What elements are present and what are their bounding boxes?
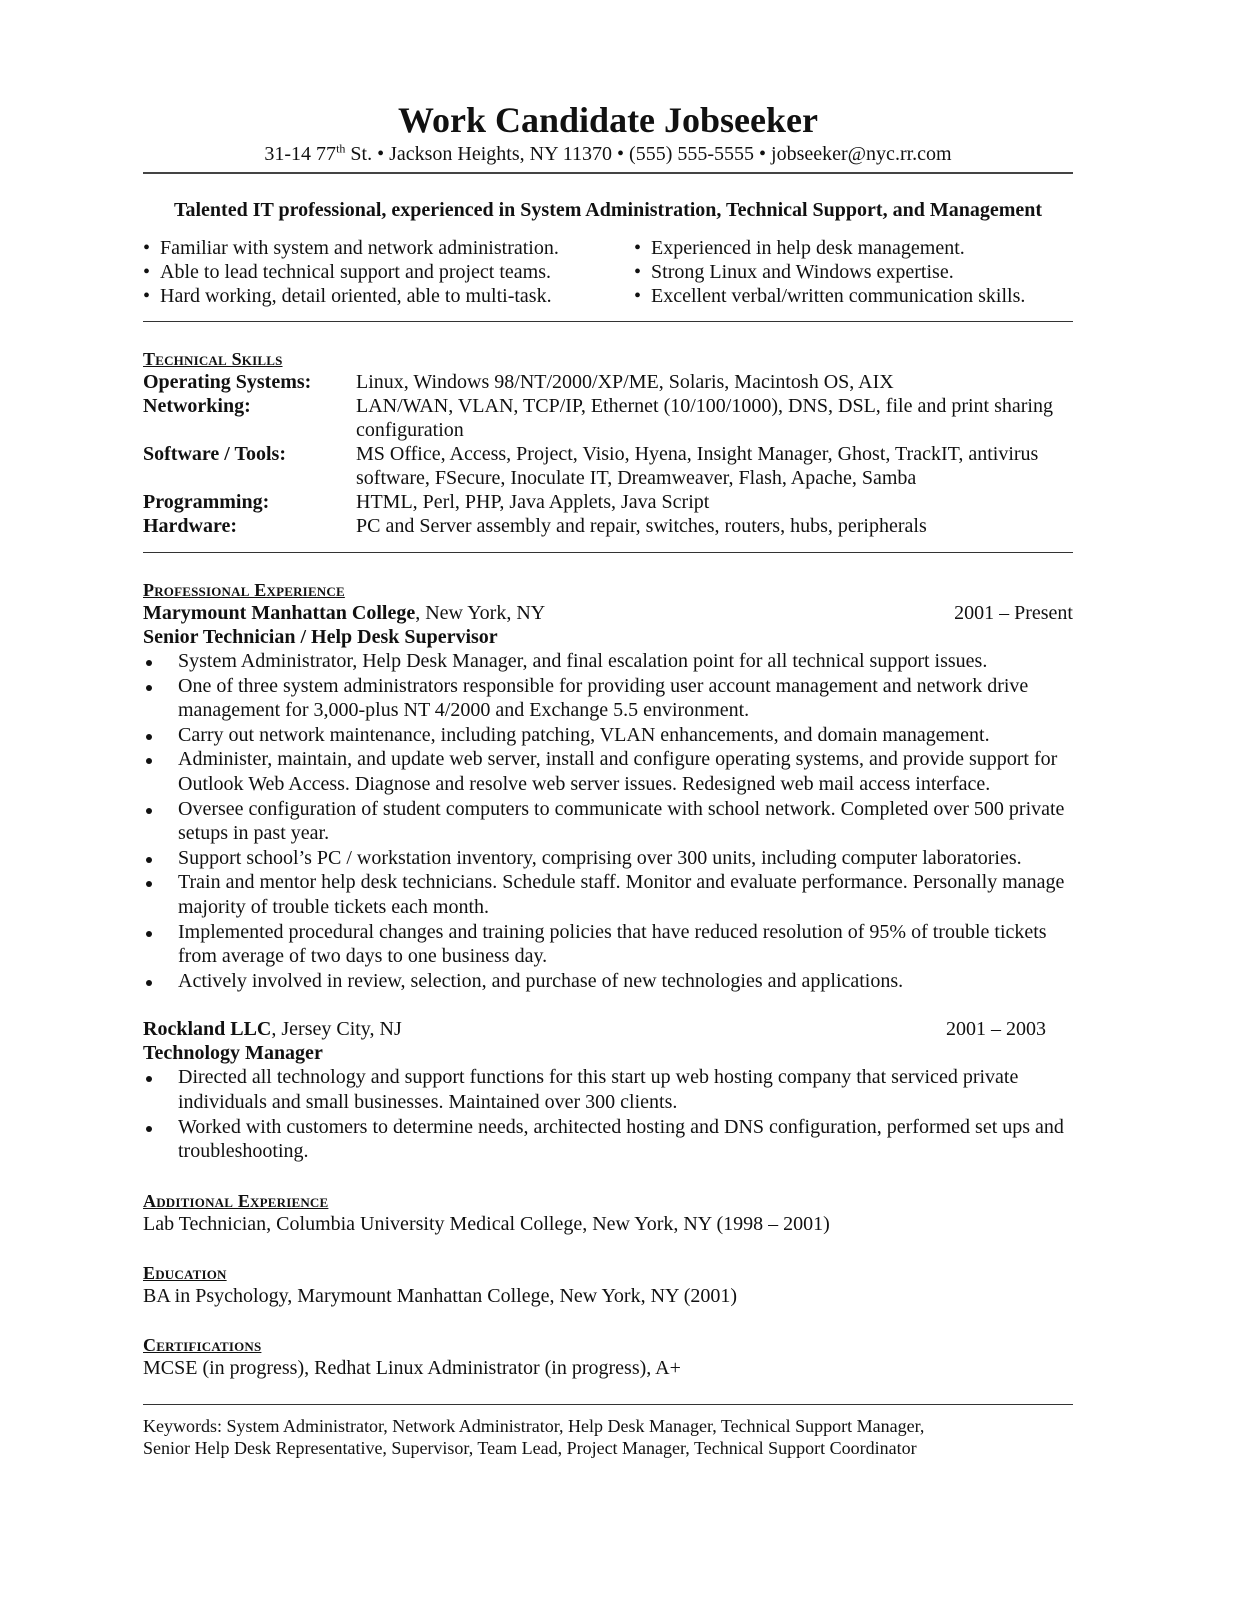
job-header bbox=[143, 601, 1073, 625]
experience-section-title: Professional Experience bbox=[143, 580, 345, 600]
education-section-title: Education bbox=[143, 1262, 227, 1283]
skill-value: Linux, Windows 98/NT/2000/XP/ME, Solaris, Macintosh OS, AIX bbox=[356, 371, 894, 393]
header-divider bbox=[143, 172, 1073, 174]
skill-label: Programming: bbox=[143, 491, 270, 513]
education-text: BA in Psychology, Marymount Manhattan College, New York, NY (2001) bbox=[143, 1284, 738, 1307]
job-bullet: Actively involved in review, selection, and purchase of new technologies and applications. bbox=[143, 969, 1073, 994]
summary-item: • Hard working, detail oriented, able to multi-task. bbox=[143, 284, 634, 308]
job-employer bbox=[143, 601, 545, 625]
job-header bbox=[143, 1017, 1073, 1041]
job-bullet: Directed all technology and support functions for this start up web hosting company that serviced private individuals and small businesses. Maintained over 300 clients. bbox=[143, 1065, 1073, 1114]
skill-value: LAN/WAN, VLAN, TCP/IP, Ethernet (10/100/1000), DNS, DSL, file and print sharing configuration bbox=[356, 395, 1053, 441]
job-bullet: One of three system administrators responsible for providing user account management and network drive management for 3,000-plus NT 4/2000 and Exchange 5.5 environment. bbox=[143, 674, 1073, 723]
job-bullet: Administer, maintain, and update web server, install and configure operating systems, and provide support for Outlook Web Access. Diagnose and resolve web server issues. Redesigned web mail access interface. bbox=[143, 747, 1073, 796]
keywords-block bbox=[143, 1415, 1073, 1459]
certifications-section-title: Certifications bbox=[143, 1334, 262, 1355]
job-dates: 2001 – 2003 bbox=[946, 1018, 1046, 1041]
skill-value: PC and Server assembly and repair, switches, routers, hubs, peripherals bbox=[356, 515, 927, 537]
keywords-line: Keywords: System Administrator, Network Administrator, Help Desk Manager, Technical Support Manager, bbox=[143, 1415, 925, 1436]
job-title: Technology Manager bbox=[143, 1042, 323, 1065]
job-location: , Jersey City, NJ bbox=[271, 1018, 402, 1041]
job-org: Rockland LLC bbox=[143, 1018, 272, 1041]
job-bullets bbox=[143, 649, 1073, 993]
skill-label: Networking: bbox=[143, 395, 251, 417]
skill-value: HTML, Perl, PHP, Java Applets, Java Script bbox=[356, 491, 710, 513]
job-title: Senior Technician / Help Desk Supervisor bbox=[143, 626, 498, 648]
job-dates: 2001 – Present bbox=[954, 602, 1073, 624]
keywords-line: Senior Help Desk Representative, Supervisor, Team Lead, Project Manager, Technical Support Coordinator bbox=[143, 1437, 917, 1458]
candidate-name: Work Candidate Jobseeker bbox=[397, 100, 818, 140]
skill-value: MS Office, Access, Project, Visio, Hyena, Insight Manager, Ghost, TrackIT, antivirus software, FSecure, Inoculate IT, Dreamweaver, Flash, Apache, Samba bbox=[356, 443, 1039, 489]
job-employer bbox=[143, 1017, 402, 1041]
certifications-text: MCSE (in progress), Redhat Linux Administrator (in progress), A+ bbox=[143, 1356, 681, 1379]
address-street-number: 31-14 77 bbox=[264, 143, 337, 165]
skills-divider bbox=[143, 552, 1073, 553]
resume-page bbox=[143, 98, 1073, 1459]
job-bullet: Implemented procedural changes and training policies that have reduced resolution of 95% of trouble tickets from average of two days to one business day. bbox=[143, 920, 1073, 969]
skill-row bbox=[143, 442, 1073, 490]
address-and-contact: St. • Jackson Heights, NY 11370 • (555) 555-5555 • jobseeker@nyc.rr.com bbox=[345, 143, 952, 165]
skill-label: Hardware: bbox=[143, 515, 238, 537]
address-ordinal-suffix: th bbox=[336, 141, 346, 156]
job-bullet: Oversee configuration of student computers to communicate with school network. Completed over 500 private setups in past year. bbox=[143, 797, 1073, 846]
skill-label: Software / Tools: bbox=[143, 443, 286, 465]
skill-row bbox=[143, 370, 1073, 394]
additional-text: Lab Technician, Columbia University Medical College, New York, NY (1998 – 2001) bbox=[143, 1212, 830, 1235]
skills-table bbox=[143, 370, 1073, 538]
keywords-divider bbox=[143, 1404, 1073, 1405]
summary-right-column bbox=[634, 236, 1025, 308]
job-bullet: Support school’s PC / workstation inventory, comprising over 300 units, including computer laboratories. bbox=[143, 846, 1073, 871]
summary-item: • Experienced in help desk management. bbox=[634, 236, 1025, 260]
job-bullet: Worked with customers to determine needs, architected hosting and DNS configuration, performed set ups and troubleshooting. bbox=[143, 1115, 1073, 1164]
skill-row bbox=[143, 514, 1073, 538]
contact-line bbox=[143, 142, 1073, 166]
summary-divider bbox=[143, 321, 1073, 322]
job-location: , New York, NY bbox=[415, 602, 546, 624]
summary-item: • Excellent verbal/written communication skills. bbox=[634, 284, 1025, 308]
job-bullet: Train and mentor help desk technicians. Schedule staff. Monitor and evaluate performance. Personally manage majority of trouble tickets each month. bbox=[143, 870, 1073, 919]
job-bullet: Carry out network maintenance, including patching, VLAN enhancements, and domain management. bbox=[143, 723, 1073, 748]
skill-label: Operating Systems: bbox=[143, 371, 312, 393]
summary-item: • Familiar with system and network administration. bbox=[143, 236, 634, 260]
summary-item: • Able to lead technical support and project teams. bbox=[143, 260, 634, 284]
additional-section-title: Additional Experience bbox=[143, 1190, 329, 1211]
summary-headline: Talented IT professional, experienced in System Administration, Technical Support, and Management bbox=[173, 199, 1043, 221]
job-entry bbox=[143, 601, 1073, 993]
job-org: Marymount Manhattan College bbox=[143, 602, 416, 624]
job-entry bbox=[143, 1017, 1073, 1163]
skill-row bbox=[143, 394, 1073, 442]
job-bullets bbox=[143, 1065, 1073, 1163]
skills-section-title: Technical Skills bbox=[143, 349, 283, 369]
summary-bullets bbox=[143, 236, 1073, 308]
summary-item: • Strong Linux and Windows expertise. bbox=[634, 260, 1025, 284]
job-bullet: System Administrator, Help Desk Manager, and final escalation point for all technical support issues. bbox=[143, 649, 1073, 674]
skill-row bbox=[143, 490, 1073, 514]
summary-left-column bbox=[143, 236, 634, 308]
